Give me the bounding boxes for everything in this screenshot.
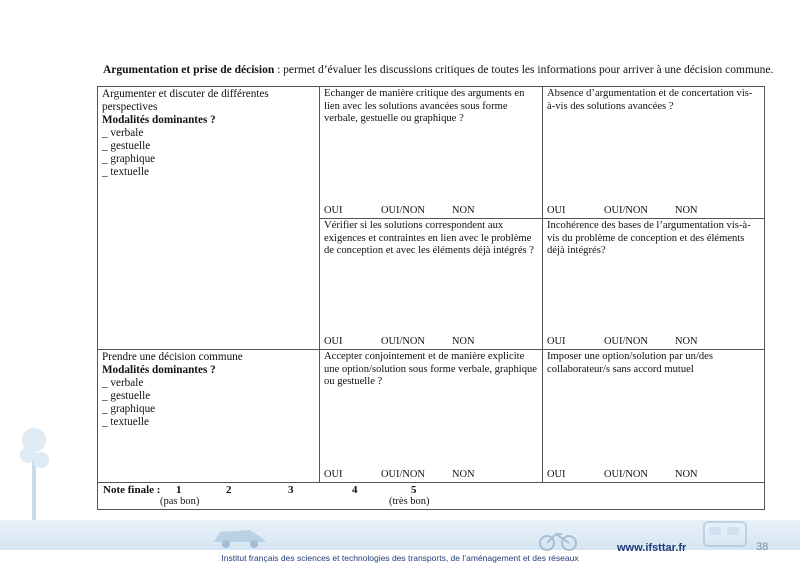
section2-question-1-cell xyxy=(320,350,543,483)
answer-ouinon[interactable]: OUI/NON xyxy=(381,335,425,347)
section1-question-4-cell xyxy=(543,219,765,350)
section1-question-2-cell xyxy=(543,87,765,219)
answer-options xyxy=(547,469,698,482)
answer-oui[interactable]: OUI xyxy=(547,335,566,347)
final-score-cell xyxy=(98,483,765,510)
section1-title: Argumenter et discuter de différentes perspectives xyxy=(102,88,269,113)
modality-option: _ gestuelle xyxy=(102,140,151,152)
answer-non[interactable]: NON xyxy=(452,468,475,480)
answer-non[interactable]: NON xyxy=(675,335,698,347)
section1-criteria-cell xyxy=(98,87,320,350)
score-3[interactable]: 3 xyxy=(288,484,294,496)
answer-ouinon[interactable]: OUI/NON xyxy=(381,204,425,216)
question-text: Incohérence des bases de l’argumentation vis-à-vis du problème de conception et des éléments déjà intégrés? xyxy=(547,220,751,256)
website-link[interactable]: www.ifsttar.fr xyxy=(617,542,687,554)
modality-option: _ graphique xyxy=(102,403,156,415)
score-scale xyxy=(98,484,765,510)
answer-oui[interactable]: OUI xyxy=(324,468,343,480)
answer-oui[interactable]: OUI xyxy=(547,468,566,480)
answer-options xyxy=(547,336,698,349)
answer-oui[interactable]: OUI xyxy=(547,204,566,216)
modality-option: _ graphique xyxy=(102,153,156,165)
section1-question-3-cell xyxy=(320,219,543,350)
score-2[interactable]: 2 xyxy=(226,484,232,496)
intro-text: : permet d’évaluer les discussions critiques de toutes les informations pour arriver à une décision commune. xyxy=(274,64,774,76)
question-text: Absence d’argumentation et de concertation vis-à-vis des solutions avancées ? xyxy=(547,88,753,112)
answer-oui[interactable]: OUI xyxy=(324,204,343,216)
tree-illustration-icon xyxy=(20,415,50,525)
section2-title: Prendre une décision commune xyxy=(102,351,243,363)
page-number: 38 xyxy=(756,541,769,553)
intro-heading: Argumentation et prise de décision xyxy=(103,64,275,76)
car-illustration-icon xyxy=(210,524,270,550)
question-text: Vérifier si les solutions correspondent aux exigences et contraintes en lien avec le problème de conception et avec les éléments déjà intégrés ? xyxy=(324,220,535,256)
answer-options xyxy=(547,205,698,218)
answer-options xyxy=(324,336,475,349)
answer-ouinon[interactable]: OUI/NON xyxy=(381,468,425,480)
answer-non[interactable]: NON xyxy=(452,335,475,347)
section2-modalities-label: Modalités dominantes ? xyxy=(102,364,216,376)
bus-illustration-icon xyxy=(700,518,750,552)
score-1[interactable]: 1 xyxy=(176,484,182,496)
intro-paragraph xyxy=(103,64,773,76)
answer-options xyxy=(324,205,475,218)
section2-question-2-cell xyxy=(543,350,765,483)
modality-option: _ verbale xyxy=(102,377,144,389)
score-4[interactable]: 4 xyxy=(352,484,358,496)
bicycle-illustration-icon xyxy=(538,526,578,552)
score-5[interactable]: 5 xyxy=(411,484,417,496)
answer-ouinon[interactable]: OUI/NON xyxy=(604,204,648,216)
answer-non[interactable]: NON xyxy=(452,204,475,216)
score-low-label: (pas bon) xyxy=(160,496,200,507)
modality-option: _ textuelle xyxy=(102,416,149,428)
evaluation-table xyxy=(97,86,765,510)
modality-option: _ verbale xyxy=(102,127,144,139)
answer-options xyxy=(324,469,475,482)
question-text: Accepter conjointement et de manière explicite une option/solution sous forme verbale, graphique ou gestuelle ? xyxy=(324,351,538,387)
answer-oui[interactable]: OUI xyxy=(324,335,343,347)
score-high-label: (très bon) xyxy=(389,496,430,507)
answer-non[interactable]: NON xyxy=(675,204,698,216)
final-score-label: Note finale : xyxy=(103,484,161,496)
section1-question-1-cell xyxy=(320,87,543,219)
section2-criteria-cell xyxy=(98,350,320,483)
question-text: Echanger de manière critique des arguments en lien avec les solutions avancées sous forme verbale, gestuelle ou graphique ? xyxy=(324,88,525,124)
institute-name: Institut français des sciences et technologies des transports, de l’aménagement et des réseaux xyxy=(221,553,579,563)
answer-non[interactable]: NON xyxy=(675,468,698,480)
answer-ouinon[interactable]: OUI/NON xyxy=(604,468,648,480)
modality-option: _ gestuelle xyxy=(102,390,151,402)
section1-modalities-label: Modalités dominantes ? xyxy=(102,114,216,126)
modality-option: _ textuelle xyxy=(102,166,149,178)
answer-ouinon[interactable]: OUI/NON xyxy=(604,335,648,347)
question-text: Imposer une option/solution par un/des collaborateur/s sans accord mutuel xyxy=(547,351,713,375)
